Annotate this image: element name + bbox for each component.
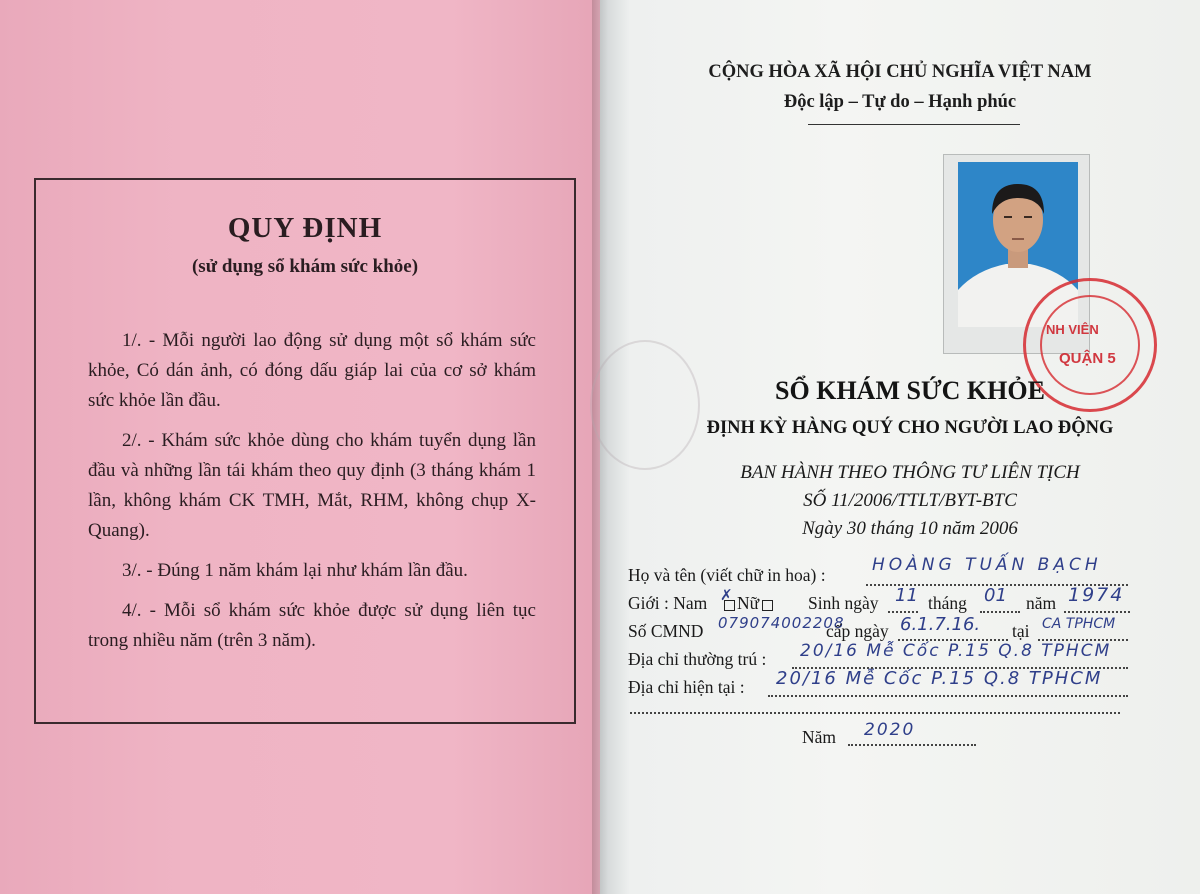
current-address[interactable]: 20/16 Mễ Cốc P.15 Q.8 TPHCM	[776, 668, 1103, 689]
permanent-address[interactable]: 20/16 Mễ Cốc P.15 Q.8 TPHCM	[800, 641, 1112, 661]
gender-male-check-mark: ✗	[720, 586, 733, 604]
issue-date-label: cấp ngày	[826, 621, 889, 641]
gender-female-checkbox[interactable]	[762, 600, 773, 611]
dob-year[interactable]: 1974	[1068, 584, 1125, 606]
rule-item-2: 2/. - Khám sức khỏe dùng cho khám tuyển dụng lần đầu và những lần tái khám theo quy định (3 tháng khám 1 lần, không khám CK TMH, Mắt, RHM, không chụp X-Quang).	[88, 430, 536, 541]
legal-basis-line-2: SỐ 11/2006/TTLT/BYT-BTC	[803, 490, 1017, 511]
rules-box	[34, 178, 576, 724]
book-year-line	[848, 744, 976, 746]
legal-basis-line-3: Ngày 30 tháng 10 năm 2006	[802, 518, 1018, 539]
name-label: Họ và tên (viết chữ in hoa) :	[628, 565, 826, 585]
national-motto: Độc lập – Tự do – Hạnh phúc	[783, 92, 1017, 112]
rule-item-4: 4/. - Mỗi sổ khám sức khỏe được sử dụng liên tục trong nhiều năm (trên 3 năm).	[88, 600, 536, 651]
rules-list	[88, 326, 536, 666]
cover-page	[600, 0, 1200, 894]
rule-item-1: 1/. - Mỗi người lao động sử dụng một sổ khám sức khỏe, Có dán ảnh, có đóng dấu giáp lai của cơ sở khám sức khỏe lần đầu.	[88, 330, 536, 411]
document-title: SỔ KHÁM SỨC KHỎE	[775, 376, 1045, 405]
name-value[interactable]: HOÀNG TUẤN BẠCH	[872, 555, 1102, 575]
stamp-text-2: QUẬN 5	[1059, 350, 1116, 367]
extra-address-line	[630, 712, 1120, 714]
dob-month[interactable]: 01	[984, 585, 1007, 606]
rules-title: QUY ĐỊNH	[227, 212, 383, 244]
dob-month-line	[980, 611, 1020, 613]
month-label: tháng	[928, 593, 967, 613]
rules-subtitle: (sử dụng sổ khám sức khỏe)	[191, 256, 419, 277]
year-label: năm	[1026, 593, 1057, 613]
national-name: CỘNG HÒA XÃ HỘI CHỦ NGHĨA VIỆT NAM	[708, 62, 1092, 82]
dob-day[interactable]: 11	[895, 585, 918, 606]
id-label: Số CMND	[628, 621, 704, 641]
motto-underline	[808, 124, 1020, 125]
faded-stamp-mark	[590, 340, 700, 470]
gender-female-label: Nữ	[737, 593, 760, 613]
rule-item-3: 3/. - Đúng 1 năm khám lại như khám lần đầu.	[122, 560, 468, 581]
dob-label: Sinh ngày	[808, 593, 879, 613]
issue-date[interactable]: 6.1.7.16.	[900, 614, 981, 635]
book-year-label: Năm	[802, 727, 837, 747]
book-year[interactable]: 2020	[864, 720, 916, 740]
stamp-text-1: NH VIÊN	[1046, 322, 1099, 337]
current-address-line	[768, 695, 1128, 697]
gender-label: Giới : Nam	[628, 593, 708, 613]
document-subtitle: ĐỊNH KỲ HÀNG QUÝ CHO NGƯỜI LAO ĐỘNG	[706, 418, 1114, 438]
id-number[interactable]: 079074002208	[718, 614, 845, 632]
dob-year-line	[1064, 611, 1130, 613]
permanent-address-label: Địa chỉ thường trú :	[628, 649, 767, 669]
current-address-label: Địa chỉ hiện tại :	[628, 677, 745, 697]
legal-basis-line-1: BAN HÀNH THEO THÔNG TƯ LIÊN TỊCH	[740, 462, 1080, 483]
issue-place-label: tại	[1012, 621, 1030, 641]
dob-day-line	[888, 611, 918, 613]
issue-place[interactable]: CA TPHCM	[1042, 616, 1116, 632]
